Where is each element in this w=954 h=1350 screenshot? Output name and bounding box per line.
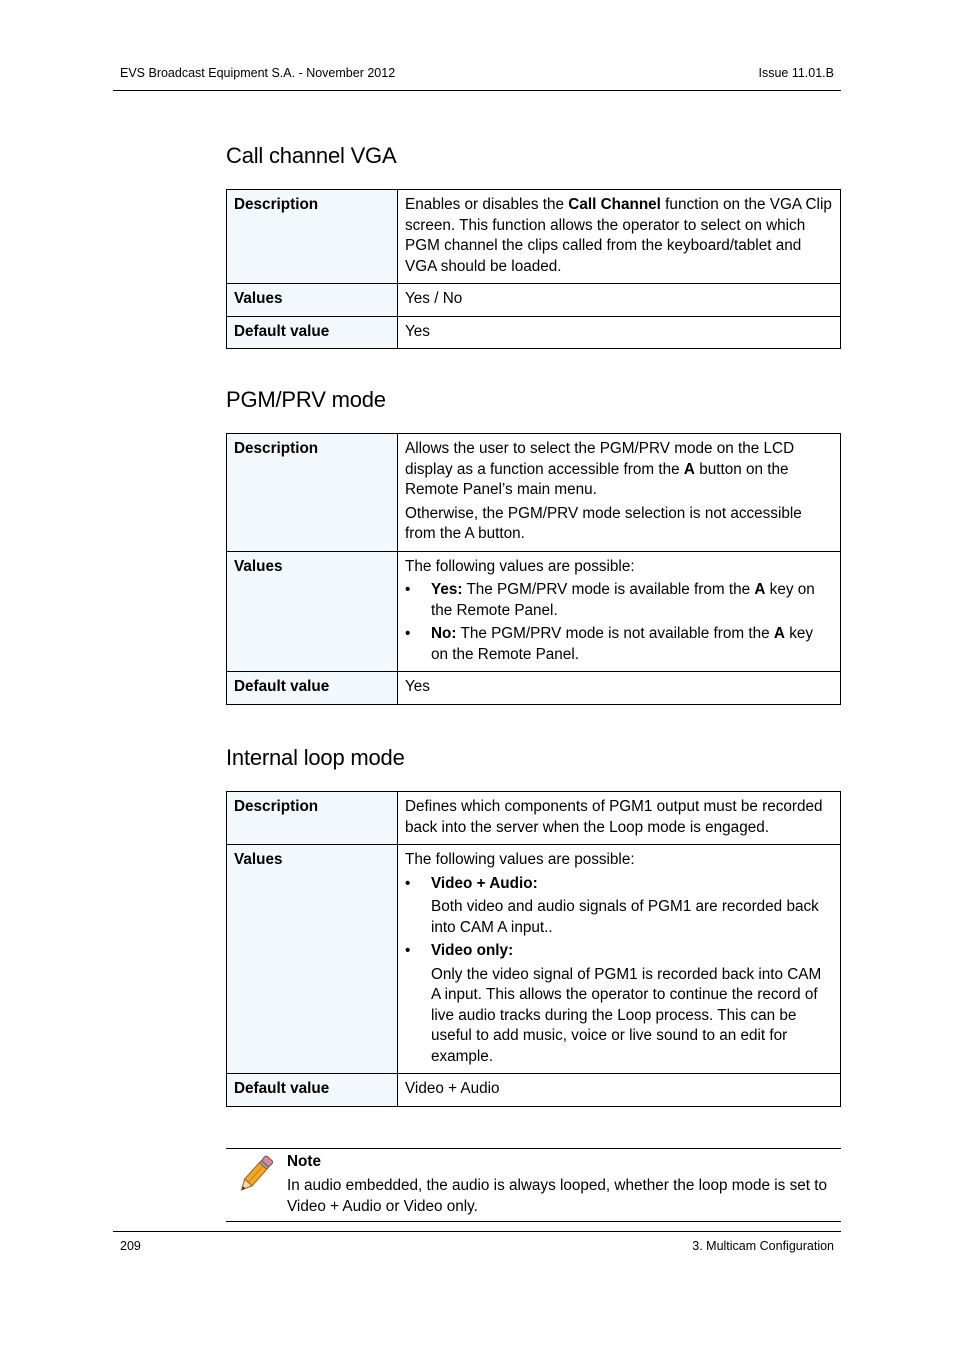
table-row: [227, 1074, 841, 1107]
row-value: [398, 551, 841, 672]
text-run: function on the VGA Clip screen. This function allows the operator to select on which PGM channel the clips called from the keyboard/tablet and VGA should be loaded.: [405, 196, 832, 275]
bullet-label: Video only:: [431, 942, 514, 959]
row-value: Yes: [398, 672, 841, 705]
row-key: Values: [227, 845, 398, 1074]
section-title-internal-loop-mode: Internal loop mode: [226, 745, 405, 770]
table-row: [227, 284, 841, 317]
bold-text: Yes:: [431, 581, 463, 598]
note-box: [226, 1148, 841, 1222]
list-item: [405, 874, 833, 895]
text-run: button on the Remote Panel’s main menu.: [405, 460, 789, 498]
chapter-title: 3. Multicam Configuration: [692, 1239, 834, 1253]
row-value: Yes / No: [398, 284, 841, 317]
note-text: In audio embedded, the audio is always looped, whether the loop mode is set to Video + Audio or Video only.: [287, 1177, 827, 1215]
values-list: [405, 580, 833, 665]
header-right: Issue 11.01.B: [758, 66, 834, 80]
text-run: The PGM/PRV mode is not available from the: [456, 625, 774, 642]
text-run: Enables or disables the: [405, 196, 569, 213]
table-row: [227, 792, 841, 845]
table-row: [227, 672, 841, 705]
text-run: key on the Remote Panel.: [431, 625, 814, 663]
call-channel-vga-table: [226, 189, 841, 349]
row-value: [398, 190, 841, 284]
bullet-label: Video + Audio:: [431, 874, 538, 892]
row-key: Description: [227, 792, 398, 845]
internal-loop-mode-table: [226, 791, 841, 1107]
values-list: [405, 874, 833, 895]
description-paragraph: Otherwise, the PGM/PRV mode selection is not accessible from the A button.: [405, 504, 802, 542]
text-run: Allows the user to select the PGM/PRV mode on the LCD display as a function accessible from the: [405, 440, 795, 478]
header-left: EVS Broadcast Equipment S.A. - November 2012: [120, 66, 396, 80]
pgm-prv-mode-table: [226, 433, 841, 705]
row-key: Description: [227, 434, 398, 552]
bold-text: A: [754, 581, 766, 598]
list-item: [405, 941, 833, 962]
page-header: [113, 66, 841, 91]
values-list: [405, 941, 833, 962]
bold-text: Call Channel: [568, 196, 661, 213]
table-row: [227, 316, 841, 349]
table-row: [227, 190, 841, 284]
values-intro: The following values are possible:: [405, 557, 635, 575]
table-row: [227, 845, 841, 1074]
note-title: Note: [287, 1153, 321, 1170]
section-title-pgm-prv-mode: PGM/PRV mode: [226, 387, 386, 412]
bold-text: No:: [431, 625, 457, 642]
row-key: Values: [227, 284, 398, 317]
description-text: [405, 196, 832, 275]
row-value: Yes: [398, 316, 841, 349]
list-item: [405, 580, 833, 621]
row-key: Default value: [227, 1074, 398, 1107]
row-value: Video + Audio: [398, 1074, 841, 1107]
page-number: 209: [120, 1239, 141, 1253]
page-footer: [113, 1231, 841, 1253]
row-key: Description: [227, 190, 398, 284]
section-title-call-channel-vga: Call channel VGA: [226, 143, 397, 168]
bold-text: A: [773, 625, 785, 642]
values-intro: The following values are possible:: [405, 851, 635, 868]
table-row: [227, 434, 841, 552]
table-row: [227, 551, 841, 672]
bold-text: A: [683, 460, 695, 478]
row-key: Default value: [227, 672, 398, 705]
row-value: Defines which components of PGM1 output must be recorded back into the server when the Loop mode is engaged.: [398, 792, 841, 845]
row-key: Default value: [227, 316, 398, 349]
bullet-detail: Both video and audio signals of PGM1 are recorded back into CAM A input..: [431, 898, 819, 936]
pencil-icon: [232, 1152, 278, 1198]
list-item: [405, 624, 833, 665]
description-paragraph: [405, 439, 833, 501]
text-run: key on the Remote Panel.: [431, 581, 815, 619]
text-run: The PGM/PRV mode is available from the: [462, 581, 755, 598]
row-value: [398, 434, 841, 552]
row-value: [398, 845, 841, 1074]
bullet-detail: Only the video signal of PGM1 is recorded back into CAM A input. This allows the operator to continue the record of live audio tracks during the Loop process. This can be useful to add music, voice or live sound to an edit for example.: [431, 965, 822, 1065]
row-key: Values: [227, 551, 398, 672]
